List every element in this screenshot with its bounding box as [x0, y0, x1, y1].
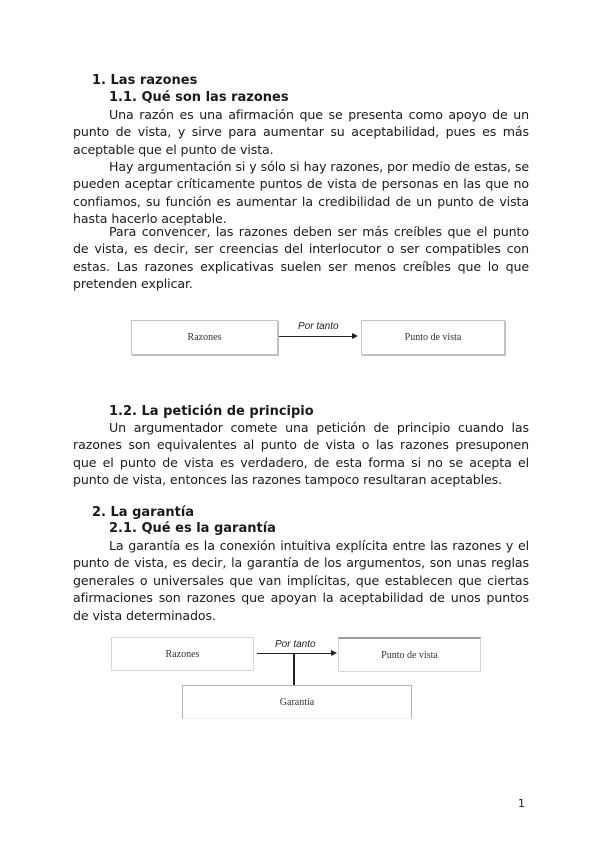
paragraph: Hay argumentación si y sólo si hay razones, por medio de estas, se pueden aceptar críticamente puntos de vista de personas en las que no confiamos, su función es aumentar la credibilidad de un punto de vista hasta hacerlo aceptable. [73, 159, 529, 227]
paragraph: Para convencer, las razones deben ser más creíbles que el punto de vista, es decir, ser creencias del interlocutor o ser compatibles con estas. Las razones explicativas suelen ser menos creíbles que lo que pretenden explicar. [73, 224, 529, 292]
arrow-line [279, 336, 354, 337]
arrow-label: Por tanto [298, 321, 339, 332]
paragraph: Un argumentador comete una petición de principio cuando las razones son equivalentes al punto de vista o las razones presuponen que el punto de vista es verdadero, de esta forma si no se acepta el punto de vista, entonces las razones tampoco resultaran aceptables. [73, 420, 529, 488]
heading-la-garantia: 2. La garantía [92, 505, 195, 520]
arrow-right-icon [331, 650, 337, 656]
heading-que-son-las-razones: 1.1. Qué son las razones [109, 90, 289, 105]
diagram-box-razones [131, 320, 278, 355]
arrow-label: Por tanto [275, 639, 316, 650]
box-label: Razones [165, 648, 200, 660]
diagram-box-punto-de-vista [361, 320, 505, 355]
diagram-box-razones [111, 637, 254, 671]
diagram-box-punto-de-vista [338, 637, 481, 672]
diagram-box-garantia [182, 685, 412, 719]
box-label: Punto de vista [404, 332, 462, 343]
box-label: Garantía [279, 696, 315, 708]
connector-line [293, 653, 295, 686]
box-label: Punto de vista [381, 649, 438, 661]
page-number: 1 [518, 797, 525, 810]
paragraph: La garantía es la conexión intuitiva explícita entre las razones y el punto de vista, es decir, la garantía de los argumentos, son unas reglas generales o universales que van implícitas, que establecen que ciertas afirmaciones son razones que apoyan la aceptabilidad de unos puntos de vista determinados. [73, 538, 529, 623]
arrow-right-icon [352, 333, 358, 339]
box-label: Razones [187, 332, 222, 343]
heading-las-razones: 1. Las razones [92, 73, 198, 88]
paragraph: Una razón es una afirmación que se presenta como apoyo de un punto de vista, y sirve para aumentar su aceptabilidad, pues es más aceptable que el punto de vista. [73, 107, 529, 157]
heading-que-es-la-garantia: 2.1. Qué es la garantía [109, 521, 276, 536]
arrow-line [257, 653, 333, 654]
heading-peticion-de-principio: 1.2. La petición de principio [109, 404, 314, 419]
